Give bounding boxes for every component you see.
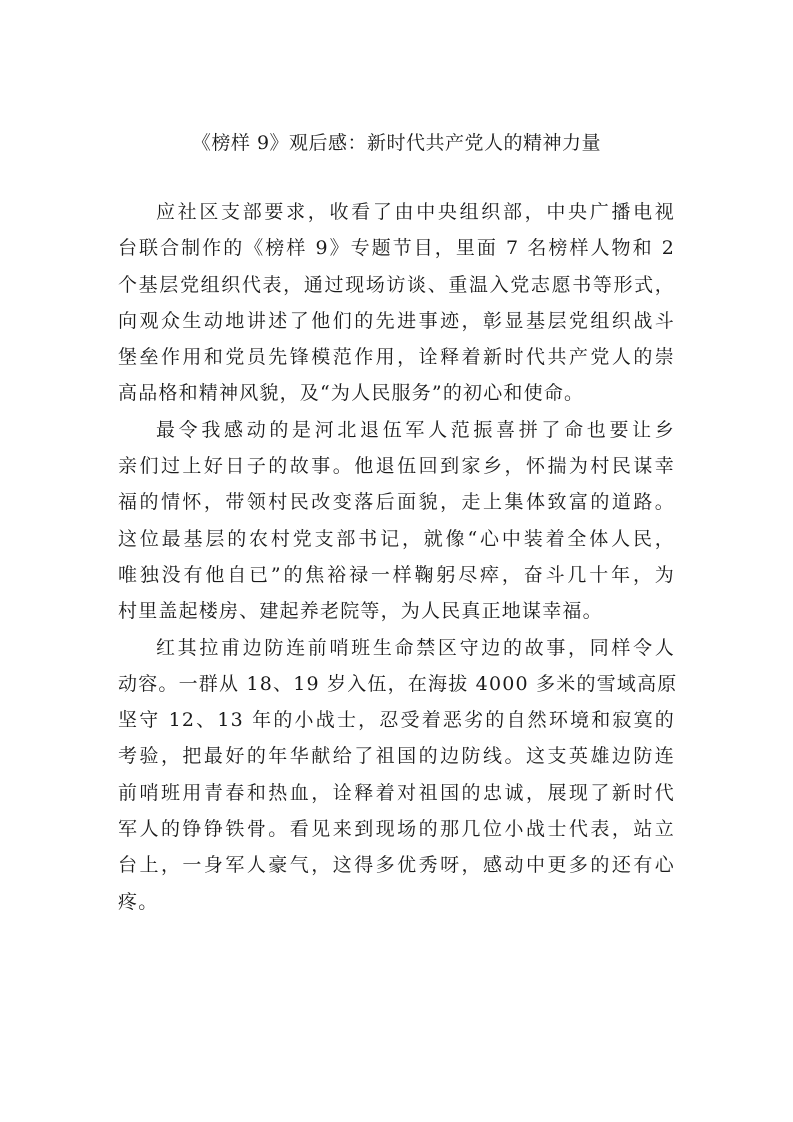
paragraph-line: 军人的铮铮铁骨。看见来到现场的那几位小战士代表，站立	[118, 818, 675, 841]
document-body	[118, 194, 678, 920]
paragraph-line: 这位最基层的农村党支部书记，就像“心中装着全体人民，	[118, 527, 675, 550]
paragraph-3	[118, 630, 678, 920]
paragraph-line: 动容。一群从 18、19 岁入伍，在海拔 4000 多米的雪域高原	[118, 672, 678, 695]
paragraph-line: 红其拉甫边防连前哨班生命禁区守边的故事，同样令人	[156, 636, 675, 659]
paragraph-line: 台上，一身军人豪气，这得多优秀呀，感动中更多的还有心	[118, 854, 675, 877]
paragraph-line: 个基层党组织代表，通过现场访谈、重温入党志愿书等形式，	[118, 273, 675, 296]
paragraph-line: 坚守 12、13 年的小战士，忍受着恶劣的自然环境和寂寞的	[118, 709, 675, 732]
paragraph-line: 高品格和精神风貌，及“为人民服务”的初心和使命。	[118, 382, 585, 405]
paragraph-1	[118, 194, 675, 412]
paragraph-line: 村里盖起楼房、建起养老院等，为人民真正地谋幸福。	[118, 600, 603, 623]
paragraph-line: 向观众生动地讲述了他们的先进事迹，彰显基层党组织战斗	[118, 309, 675, 332]
paragraph-line: 最令我感动的是河北退伍军人范振喜拼了命也要让乡	[156, 418, 675, 441]
paragraph-line: 前哨班用青春和热血，诠释着对祖国的忠诚，展现了新时代	[118, 781, 675, 804]
paragraph-line: 疼。	[118, 890, 159, 913]
paragraph-line: 台联合制作的《榜样 9》专题节目，里面 7 名榜样人物和 2	[118, 237, 675, 260]
paragraph-line: 考验，把最好的年华献给了祖国的边防线。这支英雄边防连	[118, 745, 675, 768]
paragraph-line: 堡垒作用和党员先锋模范作用，诠释着新时代共产党人的崇	[118, 346, 675, 369]
paragraph-line: 应社区支部要求，收看了由中央组织部，中央广播电视	[156, 201, 675, 223]
paragraph-line: 福的情怀，带领村民改变落后面貌，走上集体致富的道路。	[118, 491, 675, 514]
paragraph-line: 唯独没有他自已”的焦裕禄一样鞠躬尽瘁，奋斗几十年，为	[118, 563, 675, 586]
paragraph-line: 亲们过上好日子的故事。他退伍回到家乡，怀揣为村民谋幸	[118, 455, 675, 478]
paragraph-2	[118, 412, 675, 630]
page-title: 《榜样 9》观后感：新时代共产党人的精神力量	[191, 132, 602, 154]
